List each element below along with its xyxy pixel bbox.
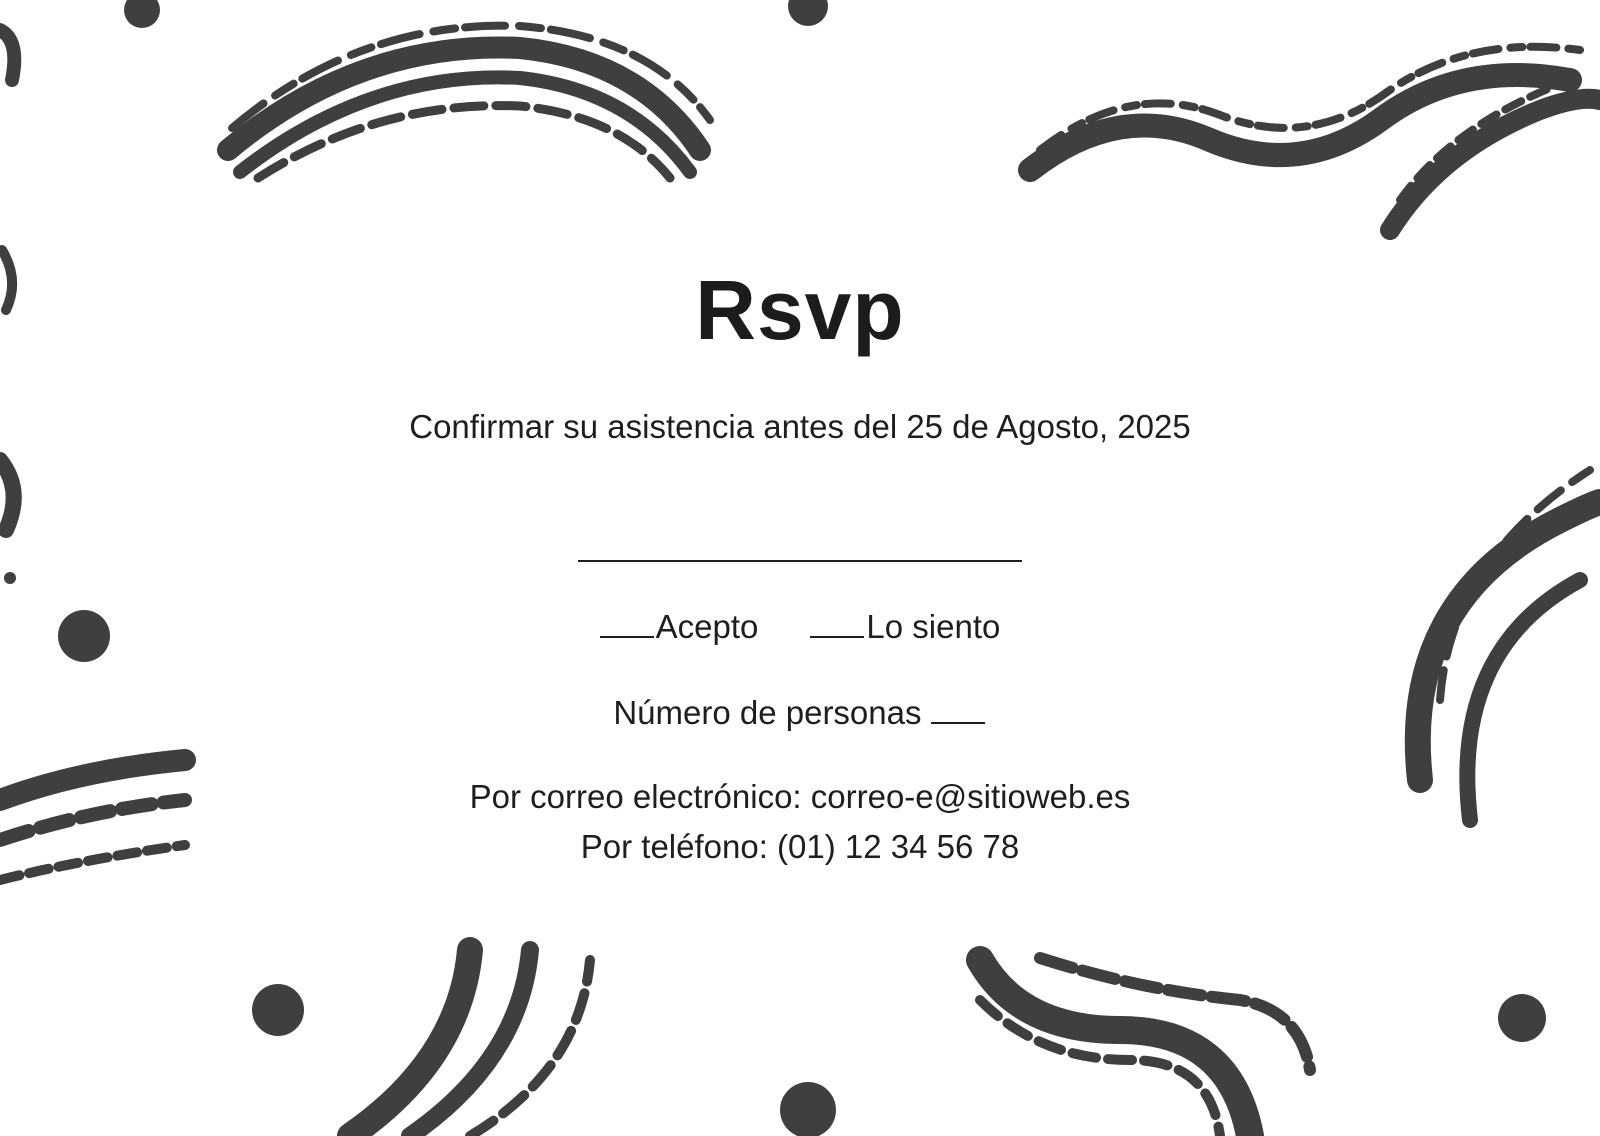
accept-blank[interactable] xyxy=(600,606,654,638)
email-contact: Por correo electrónico: correo-e@sitioweb.es xyxy=(469,778,1131,815)
phone-contact: Por teléfono: (01) 12 34 56 78 xyxy=(580,828,1020,865)
people-count-blank[interactable] xyxy=(931,692,985,724)
decline-blank[interactable] xyxy=(810,606,864,638)
accept-option[interactable] xyxy=(600,606,759,646)
decline-option[interactable] xyxy=(810,606,1000,646)
people-count-row xyxy=(0,692,1600,732)
response-choices xyxy=(0,606,1600,646)
accept-label: Acepto xyxy=(655,608,759,645)
decline-label: Lo siento xyxy=(866,608,1001,645)
people-count-label: Número de personas xyxy=(613,694,922,731)
rsvp-title: Rsvp xyxy=(695,263,905,357)
guest-name-line[interactable] xyxy=(578,560,1022,562)
deadline-text: Confirmar su asistencia antes del 25 de Agosto, 2025 xyxy=(409,408,1191,445)
